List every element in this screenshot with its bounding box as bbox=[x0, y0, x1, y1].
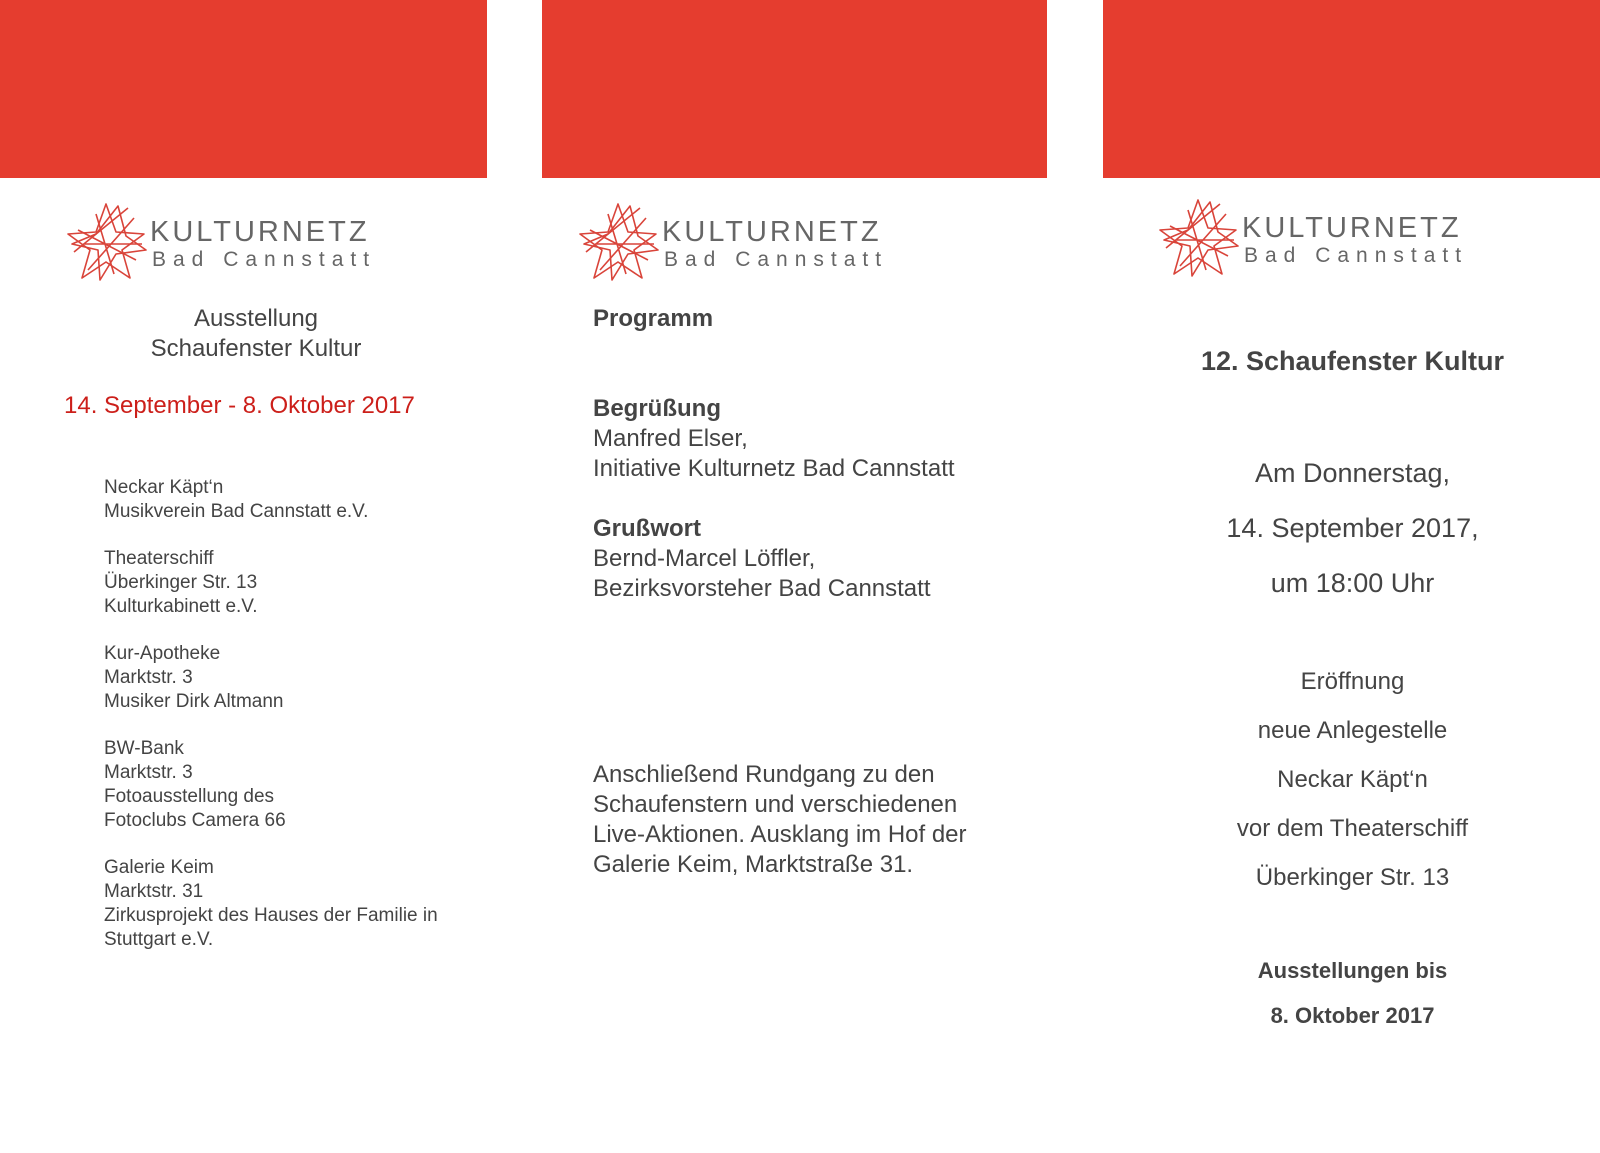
closing-text-line: Anschließend Rundgang zu den bbox=[593, 761, 935, 788]
logo-subtitle: Bad Cannstatt bbox=[152, 248, 377, 271]
star-network-icon bbox=[1158, 196, 1240, 278]
venue-line: Kulturkabinett e.V. bbox=[104, 596, 258, 617]
venue-entry bbox=[104, 642, 284, 714]
event-date: 14. September 2017, bbox=[1226, 513, 1479, 543]
welcome-word-speaker: Bernd-Marcel Löffler, bbox=[593, 545, 816, 572]
greeting-heading: Begrüßung bbox=[593, 395, 721, 422]
closing-text-line: Schaufenstern und verschiedenen bbox=[593, 791, 958, 818]
venue-entry bbox=[104, 476, 368, 524]
kulturnetz-logo-middle bbox=[578, 200, 908, 282]
exhibition-end-label: Ausstellungen bis bbox=[1257, 958, 1448, 983]
event-detail-line: Überkinger Str. 13 bbox=[1255, 864, 1450, 891]
star-network-icon bbox=[66, 200, 148, 282]
venue-entry bbox=[104, 856, 438, 952]
star-network-icon bbox=[578, 200, 660, 282]
venue-line: Kur-Apotheke bbox=[104, 643, 221, 664]
event-detail-line: Neckar Käpt‘n bbox=[1277, 766, 1428, 793]
venue-line: BW-Bank bbox=[104, 738, 184, 759]
exhibition-title-line2: Schaufenster Kultur bbox=[150, 335, 362, 362]
logo-title: KULTURNETZ bbox=[662, 216, 882, 248]
event-title: 12. Schaufenster Kultur bbox=[1200, 346, 1505, 376]
event-detail-line: vor dem Theaterschiff bbox=[1236, 815, 1469, 842]
kulturnetz-logo-right bbox=[1158, 196, 1488, 278]
venue-line: Musiker Dirk Altmann bbox=[104, 691, 284, 712]
venue-line: Fotoausstellung des bbox=[104, 786, 275, 807]
venue-line: Marktstr. 3 bbox=[104, 667, 193, 688]
venue-entry bbox=[104, 547, 258, 619]
greeting-speaker-role: Initiative Kulturnetz Bad Cannstatt bbox=[593, 455, 955, 482]
event-day: Am Donnerstag, bbox=[1254, 458, 1451, 488]
venue-line: Theaterschiff bbox=[104, 548, 214, 569]
event-detail-line: Eröffnung bbox=[1300, 668, 1405, 695]
closing-text-line: Live-Aktionen. Ausklang im Hof der bbox=[593, 821, 967, 848]
welcome-word-heading: Grußwort bbox=[593, 515, 701, 542]
venue-entry bbox=[104, 737, 286, 833]
logo-title: KULTURNETZ bbox=[150, 216, 370, 248]
welcome-word-speaker-role: Bezirksvorsteher Bad Cannstatt bbox=[593, 575, 931, 602]
venue-line: Galerie Keim bbox=[104, 857, 214, 878]
exhibition-title-line1: Ausstellung bbox=[193, 305, 319, 332]
program-heading: Programm bbox=[593, 305, 714, 332]
venue-line: Fotoclubs Camera 66 bbox=[104, 810, 286, 831]
right-panel-red-header bbox=[1103, 0, 1600, 178]
venue-line: Marktstr. 3 bbox=[104, 762, 193, 783]
logo-subtitle: Bad Cannstatt bbox=[1244, 244, 1469, 267]
closing-text-line: Galerie Keim, Marktstraße 31. bbox=[593, 851, 914, 878]
venue-line: Marktstr. 31 bbox=[104, 881, 204, 902]
venue-line: Zirkusprojekt des Hauses der Familie in bbox=[104, 905, 438, 926]
event-detail-line: neue Anlegestelle bbox=[1257, 717, 1448, 744]
logo-title: KULTURNETZ bbox=[1242, 212, 1462, 244]
venue-line: Stuttgart e.V. bbox=[104, 929, 214, 950]
greeting-speaker: Manfred Elser, bbox=[593, 425, 748, 452]
logo-subtitle: Bad Cannstatt bbox=[664, 248, 889, 271]
kulturnetz-logo-left bbox=[66, 200, 396, 282]
venue-line: Neckar Käpt‘n bbox=[104, 477, 224, 498]
venue-line: Überkinger Str. 13 bbox=[104, 572, 258, 593]
left-panel-red-header bbox=[0, 0, 487, 178]
venue-line: Musikverein Bad Cannstatt e.V. bbox=[104, 501, 369, 522]
middle-panel-red-header bbox=[542, 0, 1047, 178]
event-time: um 18:00 Uhr bbox=[1270, 568, 1435, 598]
exhibition-end-date: 8. Oktober 2017 bbox=[1270, 1003, 1435, 1028]
exhibition-dates: 14. September - 8. Oktober 2017 bbox=[64, 392, 415, 419]
